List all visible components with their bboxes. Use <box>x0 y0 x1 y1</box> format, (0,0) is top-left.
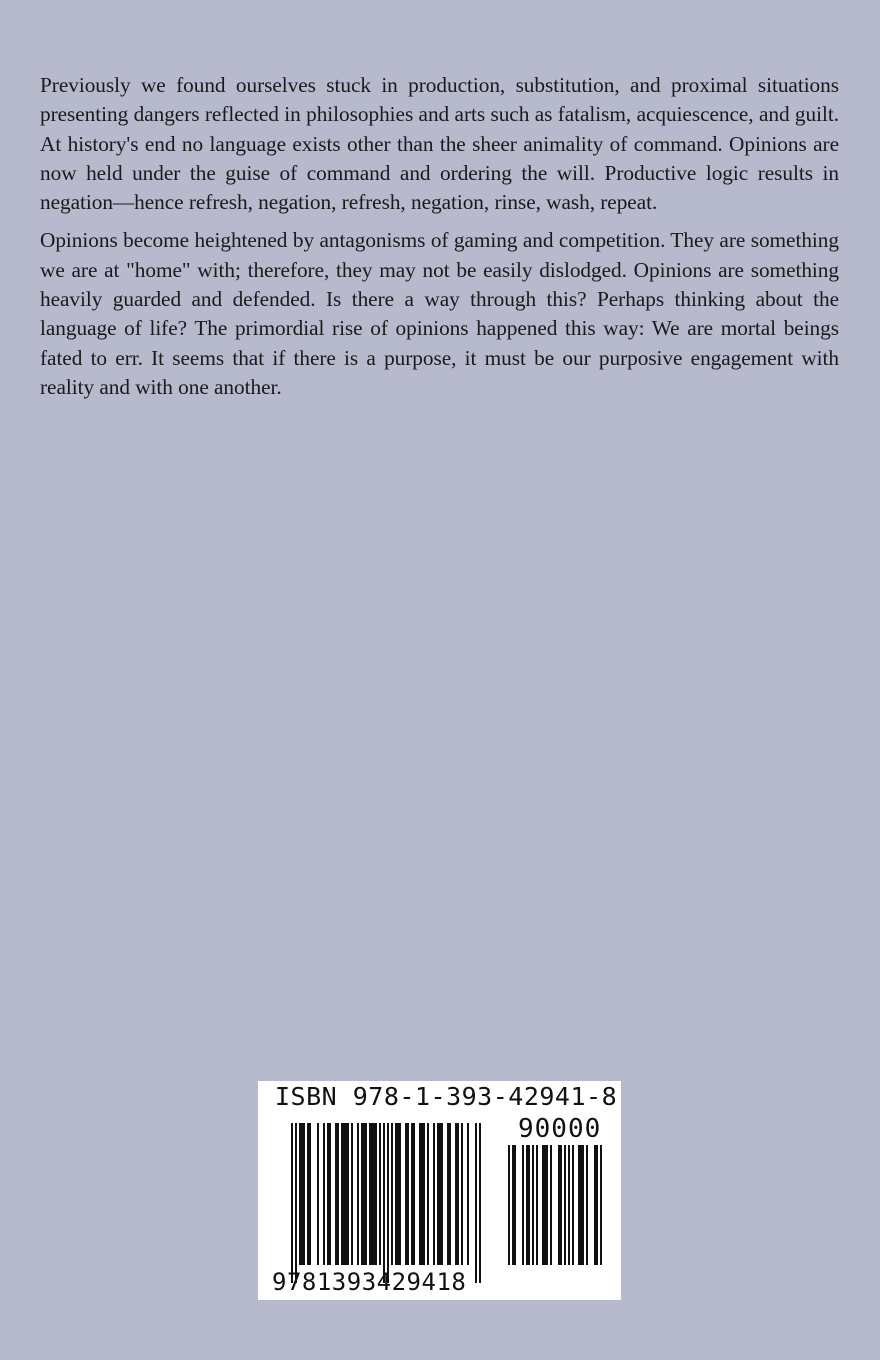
addon-bar <box>512 1145 516 1265</box>
ean13-bar <box>335 1123 339 1265</box>
ean13-bar <box>461 1123 463 1265</box>
ean13-bar <box>419 1123 425 1265</box>
blurb-paragraph-2: Opinions become heightened by antagonisms of gaming and competition. They are something we are at "home" with; therefore, they may not be easily dislodged. Opinions are something heavily guarded and defended. Is there a way through this? Perhaps thinking about the language of life? The primordial rise of opinions happened this way: We are mortal beings fated to err. It seems that if there is a purpose, it must be our purposive engagement with reality and with one another. <box>40 228 839 399</box>
ean13-bar <box>455 1123 459 1265</box>
addon-bar <box>564 1145 566 1265</box>
back-cover-blurb <box>40 71 839 411</box>
ean13-bar <box>357 1123 359 1265</box>
ean13-bar <box>387 1123 389 1283</box>
ean13-bar <box>383 1123 385 1283</box>
blurb-paragraph-1: Previously we found ourselves stuck in production, substitution, and proximal situations presenting dangers reflected in philosophies and arts such as fatalism, acquiescence, and guilt. At history's end no language exists other than the sheer animality of command. Opinions are now held under the guise of command and ordering the will. Productive logic results in negation—hence refresh, negation, refresh, negation, rinse, wash, repeat. <box>40 73 839 215</box>
ean13-bar <box>295 1123 297 1283</box>
ean13-bar <box>475 1123 477 1283</box>
ean13-bar <box>437 1123 443 1265</box>
addon-bar <box>526 1145 530 1265</box>
ean13-bar <box>327 1123 331 1265</box>
addon-bar <box>550 1145 552 1265</box>
ean13-bar <box>299 1123 305 1265</box>
ean13-bar <box>395 1123 401 1265</box>
addon-bar <box>508 1145 510 1265</box>
addon-bar <box>522 1145 524 1265</box>
addon-bar <box>600 1145 602 1265</box>
ean13-bar <box>479 1123 481 1283</box>
ean13-bar <box>369 1123 377 1265</box>
ean13-bar <box>307 1123 311 1265</box>
ean13-bar <box>379 1123 381 1265</box>
ean13-bar <box>433 1123 435 1265</box>
price-addon-label: 90000 <box>518 1114 602 1144</box>
barcode-digits: 9781393429418 <box>272 1268 467 1296</box>
ean13-bar <box>323 1123 325 1265</box>
addon-bar <box>572 1145 574 1265</box>
isbn-label: ISBN 978-1-393-42941-8 <box>275 1082 618 1111</box>
ean13-bar <box>341 1123 349 1265</box>
addon-bar <box>536 1145 538 1265</box>
addon-bar <box>558 1145 562 1265</box>
addon-bar <box>578 1145 584 1265</box>
ean13-bar <box>291 1123 293 1283</box>
addon-bars <box>508 1145 608 1270</box>
ean13-bar <box>405 1123 409 1265</box>
addon-bar <box>542 1145 548 1265</box>
addon-bar <box>532 1145 534 1265</box>
ean13-bar <box>447 1123 451 1265</box>
addon-bar <box>594 1145 598 1265</box>
addon-bar <box>586 1145 588 1265</box>
ean13-bar <box>427 1123 429 1265</box>
isbn-barcode <box>258 1081 621 1300</box>
addon-bar <box>568 1145 570 1265</box>
ean13-bar <box>391 1123 393 1265</box>
ean13-bar <box>467 1123 469 1265</box>
ean13-bar <box>361 1123 367 1265</box>
ean13-bar <box>351 1123 353 1265</box>
ean13-bar <box>317 1123 319 1265</box>
ean13-bar <box>411 1123 415 1265</box>
